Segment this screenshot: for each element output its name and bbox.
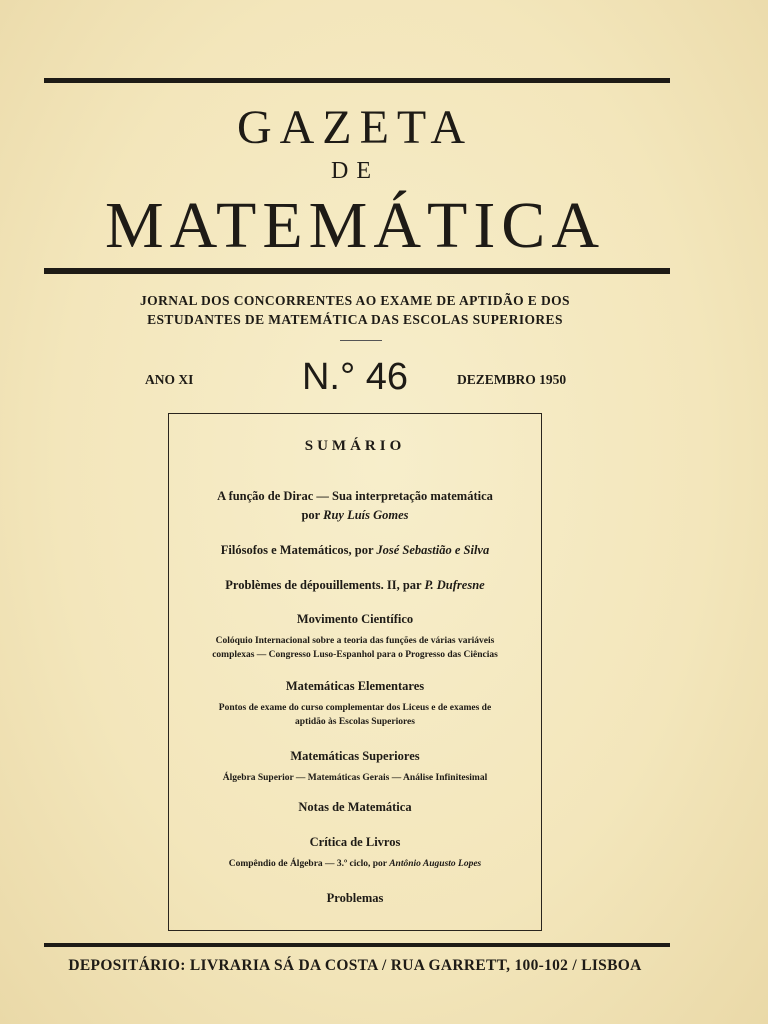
toc-entry-filosofos — [169, 541, 541, 560]
toc-detail-author: Antônio Augusto Lopes — [389, 859, 482, 869]
toc-entry-title: A função de Dirac — Sua interpretação matemática — [217, 489, 493, 503]
issue-number: N.° 46 — [301, 356, 409, 398]
issue-date: DEZEMBRO 1950 — [457, 372, 567, 387]
toc-section-superiores: Matemáticas Superiores — [290, 749, 420, 763]
toc-heading: SUMÁRIO — [304, 438, 406, 454]
masthead-title-matematica: MATEMÁTICA — [105, 189, 605, 262]
toc-entry-author: P. Dufresne — [424, 578, 485, 592]
toc-entry-author: Ruy Luís Gomes — [323, 508, 409, 522]
toc-entry-dirac — [169, 487, 541, 525]
toc-section-critica-detail — [179, 857, 531, 871]
toc-section-elementares-detail — [179, 701, 531, 729]
bottom-rule — [44, 943, 670, 947]
toc-entry-title: Problèmes de dépouillements. II, par — [225, 578, 422, 592]
depositario-footer: DEPOSITÁRIO: LIVRARIA SÁ DA COSTA / RUA GARRETT, 100-102 / LISBOA — [68, 957, 642, 974]
toc-section-notas: Notas de Matemática — [298, 800, 412, 814]
table-of-contents-box — [168, 413, 542, 931]
toc-entry-byline — [169, 506, 541, 525]
toc-entry-por: por — [301, 508, 320, 522]
toc-section-critica: Crítica de Livros — [309, 835, 401, 849]
toc-section-superiores-detail: Álgebra Superior — Matemáticas Gerais — Análise Infinitesimal — [222, 773, 488, 783]
top-rule — [44, 78, 670, 83]
subtitle-divider — [340, 340, 382, 341]
subtitle-line-1: JORNAL DOS CONCORRENTES AO EXAME DE APTIDÃO E DOS — [140, 293, 570, 308]
masthead-title-de: DE — [331, 158, 379, 184]
toc-section-problemas: Problemas — [326, 891, 384, 905]
toc-entry-author: José Sebastião e Silva — [376, 543, 490, 557]
masthead-title-gazeta: GAZETA — [236, 101, 474, 154]
toc-section-movimento-detail — [179, 634, 531, 662]
toc-detail-line: Pontos de exame do curso complementar dos Liceus e de exames de — [218, 703, 492, 713]
toc-detail-line: Colóquio Internacional sobre a teoria das funções de várias variáveis — [215, 636, 495, 646]
journal-subtitle — [0, 291, 710, 329]
toc-detail-line: aptidão às Escolas Superiores — [295, 717, 415, 727]
toc-entry-problemes — [169, 576, 541, 595]
issue-year: ANO XI — [145, 372, 194, 387]
toc-detail-line: complexas — Congresso Luso-Espanhol para o Progresso das Ciências — [212, 650, 498, 660]
toc-section-movimento: Movimento Científico — [296, 612, 414, 626]
toc-detail-text: Compêndio de Álgebra — 3.º ciclo, por — [228, 859, 387, 869]
masthead-rule — [44, 268, 670, 274]
subtitle-line-2: ESTUDANTES DE MATEMÁTICA DAS ESCOLAS SUPERIORES — [147, 312, 563, 327]
toc-entry-title: Filósofos e Matemáticos, por — [220, 543, 374, 557]
toc-section-elementares: Matemáticas Elementares — [285, 679, 425, 693]
